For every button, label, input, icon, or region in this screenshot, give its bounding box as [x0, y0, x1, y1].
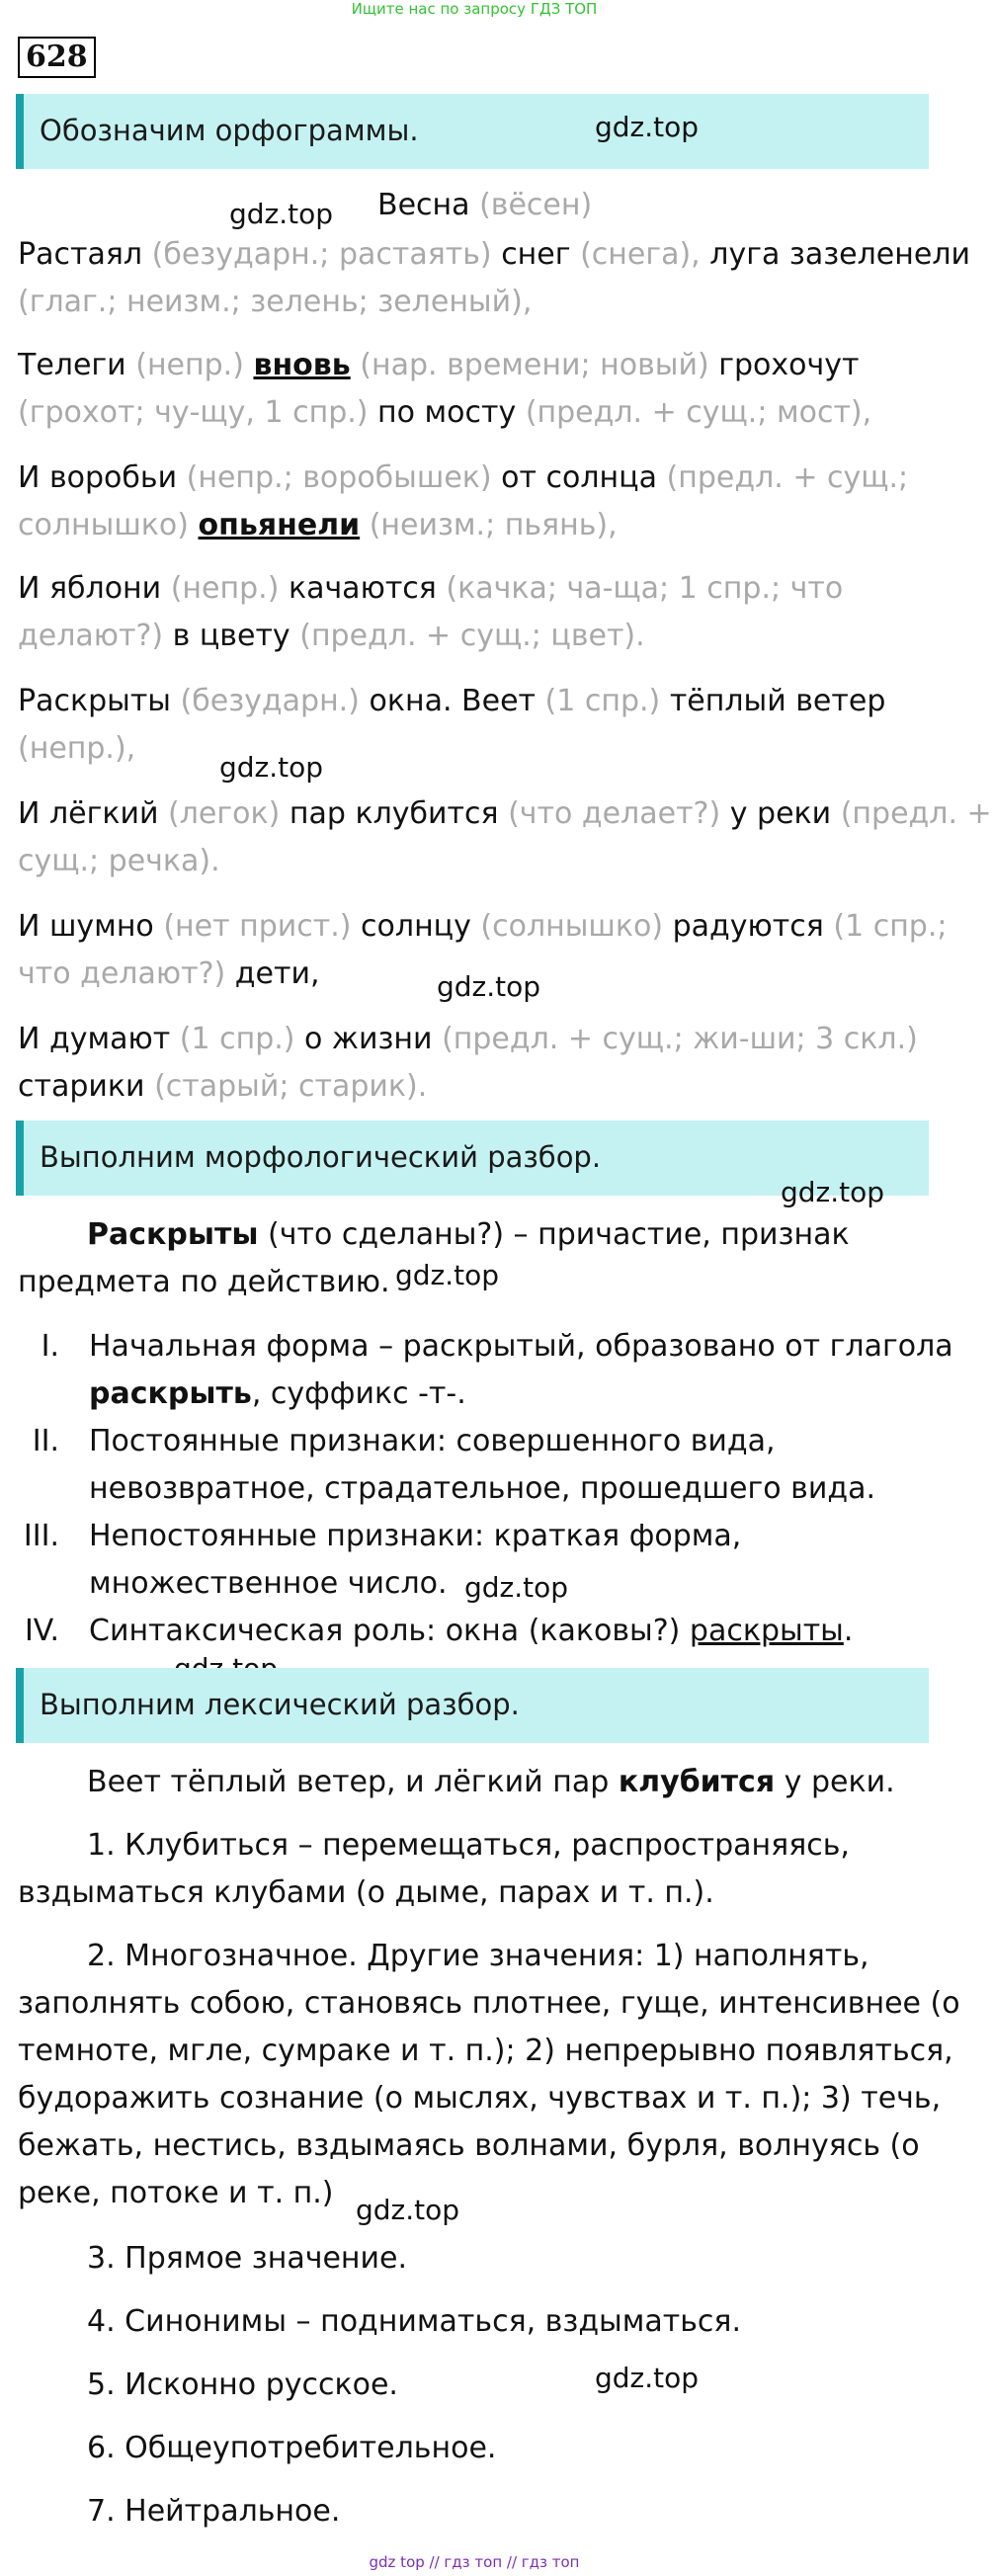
- morph-item-num: I.: [41, 1329, 59, 1364]
- orth-line-0: Весна (вёсен): [377, 188, 593, 222]
- lex-point-2: 2. Многозначное. Другие значения: 1) наполнять,: [87, 1939, 869, 1973]
- section-bar-orthograms: [16, 94, 929, 169]
- lex-point-1-line2: вздыматься клубами (о дыме, парах и т. п.).: [18, 1875, 714, 1910]
- lex-point-2-line2: заполнять собою, становясь плотнее, гуще, интенсивнее (о: [18, 1986, 960, 2021]
- morph-item-2-line2: невозвратное, страдательное, прошедшего вида.: [89, 1471, 876, 1506]
- orth-line-1: Растаял (безударн.; растаять) снег (снега), луга зазеленели: [18, 237, 970, 272]
- lex-point-2-line6: реке, потоке и т. п.): [18, 2176, 334, 2210]
- watermark: gdz.top: [229, 198, 334, 230]
- orth-line-11: И лёгкий (легок) пар клубится (что делает?) у реки (предл. +: [18, 796, 992, 831]
- footer-links[interactable]: gdz top // гдз топ // гдз топ: [369, 2553, 580, 2571]
- section-title: Выполним лексический разбор.: [40, 1688, 520, 1721]
- lex-point-1: 1. Клубиться – перемещаться, распространяясь,: [87, 1828, 850, 1863]
- watermark: gdz.top: [464, 1571, 569, 1604]
- task-number: 628: [18, 37, 96, 78]
- orth-line-5: И воробьи (непр.; воробышек) от солнца (предл. + сущ.;: [18, 460, 909, 495]
- header-search-link[interactable]: Ищите нас по запросу ГДЗ ТОП: [351, 0, 598, 18]
- lex-point-5: 5. Исконно русское.: [87, 2368, 398, 2402]
- orth-line-7: И яблони (непр.) качаются (качка; ча-ща; 1 спр.; что: [18, 571, 844, 606]
- lex-point-2-line3: темноте, мгле, сумраке и т. п.); 2) непрерывно появляться,: [18, 2034, 953, 2068]
- watermark: gdz.top: [437, 970, 541, 1003]
- morph-item-num: IV.: [24, 1614, 59, 1648]
- orth-line-14: что делают?) дети,: [18, 956, 320, 991]
- lex-point-3: 3. Прямое значение.: [87, 2241, 408, 2276]
- orth-line-8: делают?) в цвету (предл. + сущ.; цвет).: [18, 619, 645, 653]
- morph-item-num: II.: [32, 1424, 59, 1458]
- watermark: gdz.top: [219, 751, 324, 784]
- morph-item-3-line2: множественное число.: [89, 1566, 448, 1601]
- lex-point-2-line5: бежать, нестись, вздымаясь волнами, бурля, волнуясь (о: [18, 2128, 920, 2163]
- morph-item-3: Непостоянные признаки: краткая форма,: [89, 1519, 742, 1553]
- lex-sentence: Веет тёплый ветер, и лёгкий пар клубится у реки.: [87, 1765, 895, 1799]
- orth-line-10: (непр.),: [18, 731, 136, 766]
- morph-item-2: Постоянные признаки: совершенного вида,: [89, 1424, 776, 1458]
- lex-point-6: 6. Общеупотребительное.: [87, 2431, 497, 2465]
- orth-line-13: И шумно (нет прист.) солнцу (солнышко) радуются (1 спр.;: [18, 909, 948, 944]
- orth-line-12: сущ.; речка).: [18, 844, 220, 878]
- morph-item-1-line2: раскрыть, суффикс -т-.: [89, 1376, 466, 1411]
- section-bar-lexical: [16, 1668, 929, 1743]
- lex-point-2-line4: будоражить сознание (о мыслях, чувствах и т. п.); 3) течь,: [18, 2081, 942, 2116]
- morph-paragraph: Раскрыты (что сделаны?) – причастие, признак: [87, 1217, 850, 1252]
- section-title: Обозначим орфограммы.: [40, 114, 419, 147]
- watermark: gdz.top: [595, 111, 700, 143]
- morph-item-num: III.: [23, 1519, 59, 1553]
- section-title: Выполним морфологический разбор.: [40, 1140, 602, 1174]
- watermark: gdz.top: [595, 2362, 700, 2394]
- morph-paragraph-line2: предмета по действию.: [18, 1265, 390, 1299]
- watermark: gdz.top: [781, 1176, 885, 1208]
- orth-line-6: солнышко) опьянели (неизм.; пьянь),: [18, 508, 618, 542]
- orth-line-15: И думают (1 спр.) о жизни (предл. + сущ.; жи-ши; 3 скл.): [18, 1022, 918, 1056]
- orth-line-16: старики (старый; старик).: [18, 1069, 428, 1104]
- orth-line-4: (грохот; чу-щу, 1 спр.) по мосту (предл. + сущ.; мост),: [18, 395, 872, 430]
- lex-point-7: 7. Нейтральное.: [87, 2494, 341, 2529]
- lex-point-4: 4. Синонимы – подниматься, вздыматься.: [87, 2304, 741, 2339]
- orth-line-9: Раскрыты (безударн.) окна. Веет (1 спр.) тёплый ветер: [18, 684, 886, 718]
- watermark: gdz.top: [395, 1259, 500, 1291]
- watermark: gdz.top: [356, 2194, 460, 2226]
- orth-line-3: Телеги (непр.) вновь (нар. времени; новый) грохочут: [18, 348, 860, 382]
- morph-item-1: Начальная форма – раскрытый, образовано от глагола: [89, 1329, 953, 1364]
- orth-line-2: (глаг.; неизм.; зелень; зеленый),: [18, 285, 533, 319]
- morph-item-4: Синтаксическая роль: окна (каковы?) раскрыты.: [89, 1614, 854, 1648]
